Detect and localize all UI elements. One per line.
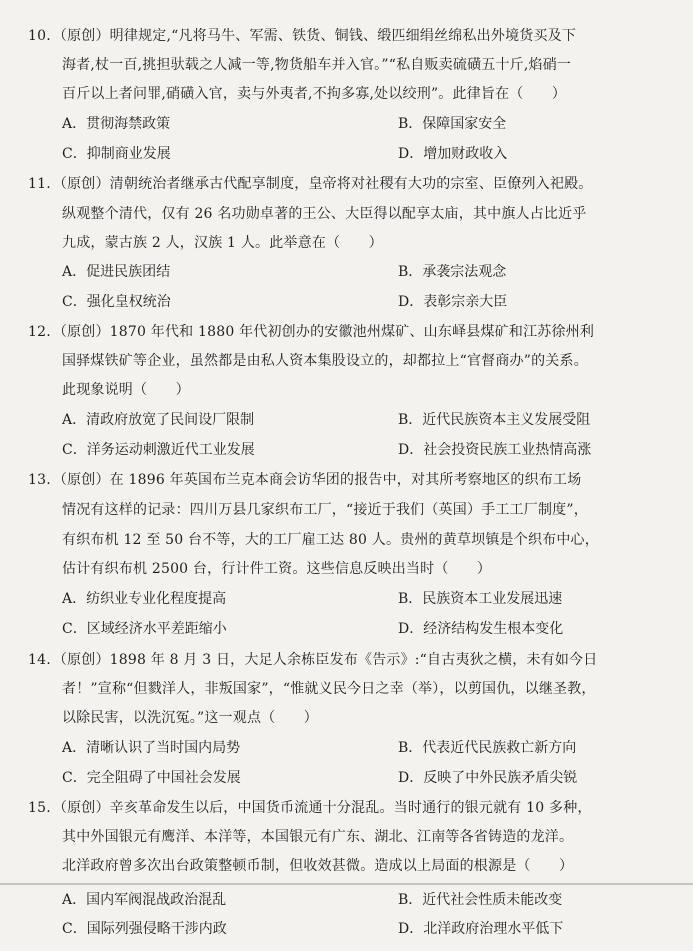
page-divider: [0, 883, 693, 885]
question-stem-line: 纵观整个清代，仅有 26 名功勋卓著的王公、大臣得以配享太庙，其中旗人占比近乎: [62, 206, 587, 222]
question-stem-line: 情况有这样的记录：四川万县几家织布工厂，“接近于我们（英国）手工工厂制度”，: [62, 502, 588, 518]
option-b: B．近代民族资本主义发展受阻: [398, 412, 591, 428]
option-a: A．清政府放宽了民间设厂限制: [62, 412, 255, 428]
option-a: A．清晰认识了当时国内局势: [62, 740, 241, 756]
option-d: D．反映了中外民族矛盾尖锐: [398, 770, 578, 786]
question-stem-line: 者！”宣称“但戮洋人，非叛国家”，“惟就义民今日之幸（举），以剪国仇，以继圣教，: [62, 681, 596, 697]
question-stem-line: 12. （原创）1870 年代和 1880 年代初创办的安徽池州煤矿、山东峄县煤矿和江苏徐州利: [28, 324, 595, 340]
option-c: C．强化皇权统治: [62, 294, 171, 310]
question-stem-line: 九成，蒙古族 2 人，汉族 1 人。此举意在（ ）: [62, 235, 383, 251]
question-stem-line: 11. （原创）清朝统治者继承古代配享制度，皇帝将对社稷有大功的宗室、臣僚列入祀殿。: [28, 176, 593, 192]
option-d: D．社会投资民族工业热情高涨: [398, 442, 592, 458]
option-c: C．完全阻碍了中国社会发展: [62, 770, 241, 786]
option-d: D．表彰宗亲大臣: [398, 294, 508, 310]
option-c: C．区域经济水平差距缩小: [62, 621, 227, 637]
question-stem-line: 北洋政府曾多次出台政策整顿币制，但收效甚微。造成以上局面的根源是（ ）: [62, 858, 574, 874]
option-d: D．北洋政府治理水平低下: [398, 921, 564, 937]
question-stem-line: 其中外国银元有鹰洋、本洋等，本国银元有广东、湖北、江南等各省铸造的龙洋。: [62, 829, 574, 845]
option-c: C．国际列强侵略干涉内政: [62, 921, 227, 937]
question-number: 11.: [28, 176, 51, 192]
option-d: D．增加财政收入: [398, 146, 508, 162]
question-stem-line: 国驿煤铁矿等企业，虽然都是由私人资本集股设立的，却都拉上“官督商办”的关系。: [62, 353, 588, 369]
question-stem-line: 13. （原创）在 1896 年英国布兰克本商会访华团的报告中，对其所考察地区的织布工场: [28, 472, 582, 488]
question-stem-line: 有织布机 12 至 50 台不等，大的工厂雇工达 80 人。贵州的黄草坝镇是个织布中心，: [62, 532, 599, 548]
question-stem-line: 14. （原创）1898 年 8 月 3 日，大足人余栋臣发布《告示》:“自古夷狄之横，未有如今日: [28, 652, 598, 668]
question-stem-line: 15. （原创）辛亥革命发生以后，中国货币流通十分混乱。当时通行的银元就有 10 多种，: [28, 800, 592, 816]
option-c: C．抑制商业发展: [62, 146, 171, 162]
option-d: D．经济结构发生根本变化: [398, 621, 564, 637]
question-stem-line: 10. （原创）明律规定,“凡将马牛、军需、铁货、铜钱、缎匹细绢丝绵私出外境货买及下: [28, 28, 577, 44]
question-stem-line: 海者,杖一百,挑担驮载之人减一等,物货船车并入官。”“私自贩卖硫磺五十斤,焰硝一: [62, 57, 572, 73]
question-number: 14.: [28, 652, 51, 668]
question-stem-line: 以除民害，以洗沉冤。”这一观点（ ）: [62, 710, 318, 726]
option-b: B．代表近代民族救亡新方向: [398, 740, 577, 756]
option-a: A．贯彻海禁政策: [62, 116, 171, 132]
option-b: B．近代社会性质未能改变: [398, 892, 563, 908]
question-number: 13.: [28, 472, 51, 488]
question-stem-line: 百斤以上者问罪,硝磺入官，卖与外夷者,不拘多寡,处以绞刑”。此律旨在（ ）: [62, 86, 567, 102]
option-a: A．国内军阀混战政治混乱: [62, 892, 227, 908]
option-b: B．保障国家安全: [398, 116, 507, 132]
option-b: B．民族资本工业发展迅速: [398, 591, 563, 607]
option-a: A．纺织业专业化程度提高: [62, 591, 227, 607]
option-b: B．承袭宗法观念: [398, 264, 507, 280]
option-c: C．洋务运动刺激近代工业发展: [62, 442, 255, 458]
question-stem-line: 估计有织布机 2500 台，行计件工资。这些信息反映出当时（ ）: [62, 561, 492, 577]
question-number: 12.: [28, 324, 51, 340]
question-number: 10.: [28, 28, 51, 44]
option-a: A．促进民族团结: [62, 264, 171, 280]
question-number: 15.: [28, 800, 51, 816]
question-stem-line: 此现象说明（ ）: [62, 382, 190, 398]
